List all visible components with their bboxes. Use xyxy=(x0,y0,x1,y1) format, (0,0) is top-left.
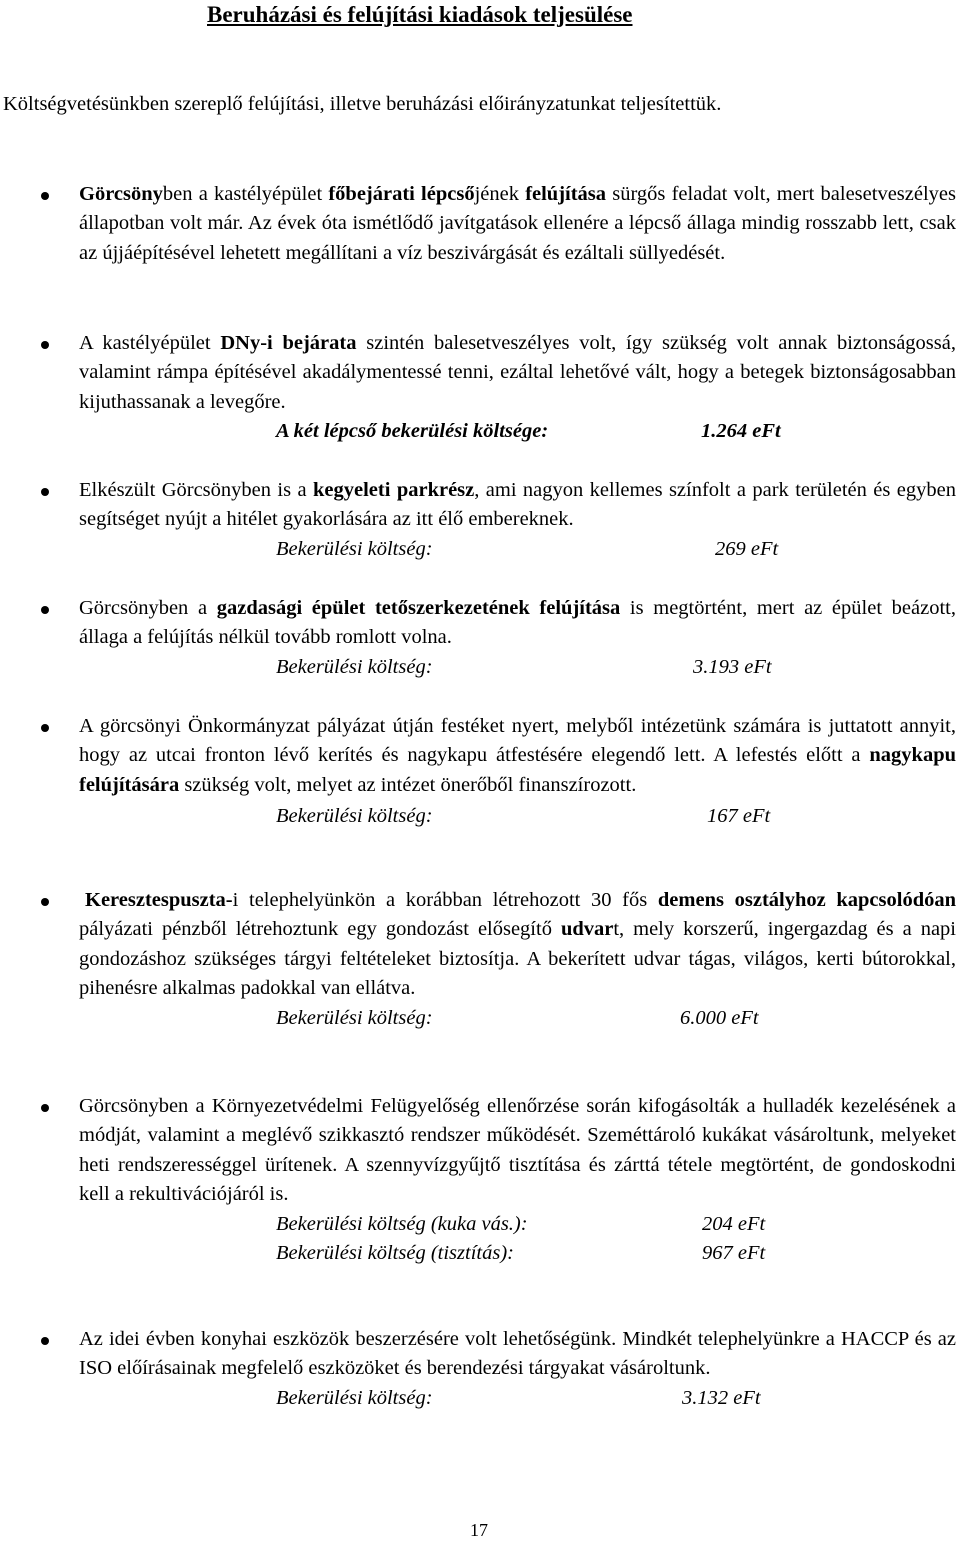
text-segment: Görcsönyben a Környezetvédelmi Felügyelőség ellenőrzése során kifogásolták a hulladék kezelésének a módját, valamint a meglévő szikkasztó rendszer működését. Szeméttároló kukákat vásároltunk, melyeket heti rendszerességgel ürítenek. A szennyvízgyűjtő tisztítása és zárttá tétele megtörtént, de gondoskodni kell a rekultivációjáról is. xyxy=(79,1095,956,1206)
text-segment: Görcsöny xyxy=(79,183,163,205)
list-item xyxy=(79,476,956,564)
bullet-icon xyxy=(41,192,49,200)
text-segment: szükség volt, melyet az intézet önerőből finanszírozott. xyxy=(179,773,637,796)
text-segment: sürgős feladat volt, mert balesetveszélyes állapotban volt már. Az évek óta ismétlődő javítgatások ellenére a lépcső állaga mindig rosszabb lett, csak az újjáépítésével lehetett megállítani a víz beszivárgását és ezáltali süllyedését. xyxy=(79,183,956,264)
text-segment: Keresztespuszta- xyxy=(85,889,233,911)
list-item xyxy=(79,1092,956,1268)
text-segment: főbejárati lépcső xyxy=(328,183,475,205)
cost-label: A két lépcső bekerülési költsége: xyxy=(276,420,549,443)
cost-value: 3.193 eFt xyxy=(693,655,772,678)
text-segment: pályázati pénzből létrehoztunk egy gondozást elősegítő xyxy=(79,918,561,941)
cost-label: Bekerülési költség: xyxy=(276,537,433,560)
item-text xyxy=(79,1325,956,1384)
list-item xyxy=(79,1325,956,1413)
cost-line xyxy=(79,1384,956,1413)
text-segment: A kastélyépület xyxy=(79,332,221,354)
cost-line xyxy=(79,653,956,682)
text-segment: DNy-i bejárata xyxy=(220,332,357,354)
list-item xyxy=(79,329,956,447)
text-segment: A görcsönyi Önkormányzat pályázat útján festéket nyert, melyből intézetünk számára is juttatott annyit, hogy az utcai fronton lévő kerítés és nagykapu átfestésére elegendő lett. A lefestés előtt a xyxy=(79,715,956,767)
item-text xyxy=(79,476,956,535)
cost-value: 6.000 eFt xyxy=(680,1006,759,1029)
cost-line xyxy=(79,802,956,831)
bullet-icon xyxy=(41,341,49,349)
cost-line xyxy=(79,1004,956,1033)
cost-value: 3.132 eFt xyxy=(682,1386,761,1409)
cost-label: Bekerülési költség (kuka vás.): xyxy=(276,1212,528,1235)
cost-label: Bekerülési költség: xyxy=(276,1386,433,1409)
text-segment: gazdasági épület tetőszerkezetének felújítása xyxy=(216,597,621,619)
bullet-icon xyxy=(41,1337,49,1345)
cost-value: 204 eFt xyxy=(702,1212,766,1235)
intro-paragraph: Költségvetésünkben szereplő felújítási, illetve beruházási előirányzatunkat teljesítettük. xyxy=(3,93,722,115)
text-segment: Görcsönyben a xyxy=(79,597,217,619)
bullet-icon xyxy=(41,1104,49,1112)
item-text xyxy=(79,594,956,653)
text-segment: , ami nagyon kellemes színfolt a park területén és egyben segítséget nyújt a hitélet gyakorlására az itt élő embereknek. xyxy=(79,479,956,531)
list-item xyxy=(79,180,956,268)
cost-value: 167 eFt xyxy=(707,805,771,828)
text-segment: kegyeleti parkrész xyxy=(313,479,475,501)
text-segment: is megtörtént, mert az épület beázott, állaga a felújítás nélkül tovább romlott volna. xyxy=(79,597,956,649)
bullet-icon xyxy=(41,606,49,614)
cost-line xyxy=(79,417,956,446)
text-segment: jének xyxy=(474,183,526,205)
item-text xyxy=(79,886,956,1004)
cost-label: Bekerülési költség: xyxy=(276,805,433,828)
list-item xyxy=(79,712,956,832)
text-segment: ben a kastélyépület xyxy=(162,183,329,205)
bullet-icon xyxy=(41,898,49,906)
cost-line xyxy=(79,535,956,564)
cost-label: Bekerülési költség (tisztítás): xyxy=(276,1242,514,1265)
text-segment: Elkészült Görcsönyben is a xyxy=(79,479,313,501)
item-text xyxy=(79,329,956,417)
bullet-icon xyxy=(41,724,49,732)
text-segment: szintén balesetveszélyes volt, így szükség volt annak biztonságossá, valamint rámpa építésével akadálymentessé tenni, ezáltal lehetővé vált, hogy a betegek biztonságosabban kijuthassanak a levegőre. xyxy=(79,332,956,413)
text-segment: i telephelyünkön a korábban létrehozott 30 fős xyxy=(232,889,658,911)
bullet-icon xyxy=(41,488,49,496)
text-segment: demens osztályhoz kapcsolódóan xyxy=(657,889,956,911)
text-segment: udvar xyxy=(560,918,614,941)
text-segment: Az idei évben konyhai eszközök beszerzésére volt lehetőségünk. Mindkét telephelyünkre a HACCP és az ISO előírásainak megfelelő eszközöket és berendezési tárgyakat vásároltunk. xyxy=(79,1328,956,1380)
text-segment: felújítása xyxy=(525,183,607,205)
list-item xyxy=(79,886,956,1033)
page-title: Beruházási és felújítási kiadások teljesülése xyxy=(207,2,633,27)
list-item xyxy=(79,594,956,682)
item-text xyxy=(79,180,956,268)
page-number: 17 xyxy=(470,1520,488,1540)
text-segment: nagykapu felújítására xyxy=(79,744,956,796)
cost-value: 1.264 eFt xyxy=(701,420,781,443)
item-text xyxy=(79,1092,956,1210)
item-text xyxy=(79,712,956,800)
cost-label: Bekerülési költség: xyxy=(276,655,433,678)
text-segment: t, mely korszerű, ingergazdag és a napi gondozáshoz szükséges tárgyi feltételeket biztosítja. A bekerített udvar tágas, világos, kerti bútorokkal, pihenésre alkalmas padokkal van ellátva. xyxy=(79,918,956,1000)
cost-label: Bekerülési költség: xyxy=(276,1006,433,1029)
cost-line xyxy=(79,1239,956,1268)
cost-value: 269 eFt xyxy=(715,537,779,560)
cost-line xyxy=(79,1210,956,1239)
cost-value: 967 eFt xyxy=(702,1242,766,1265)
